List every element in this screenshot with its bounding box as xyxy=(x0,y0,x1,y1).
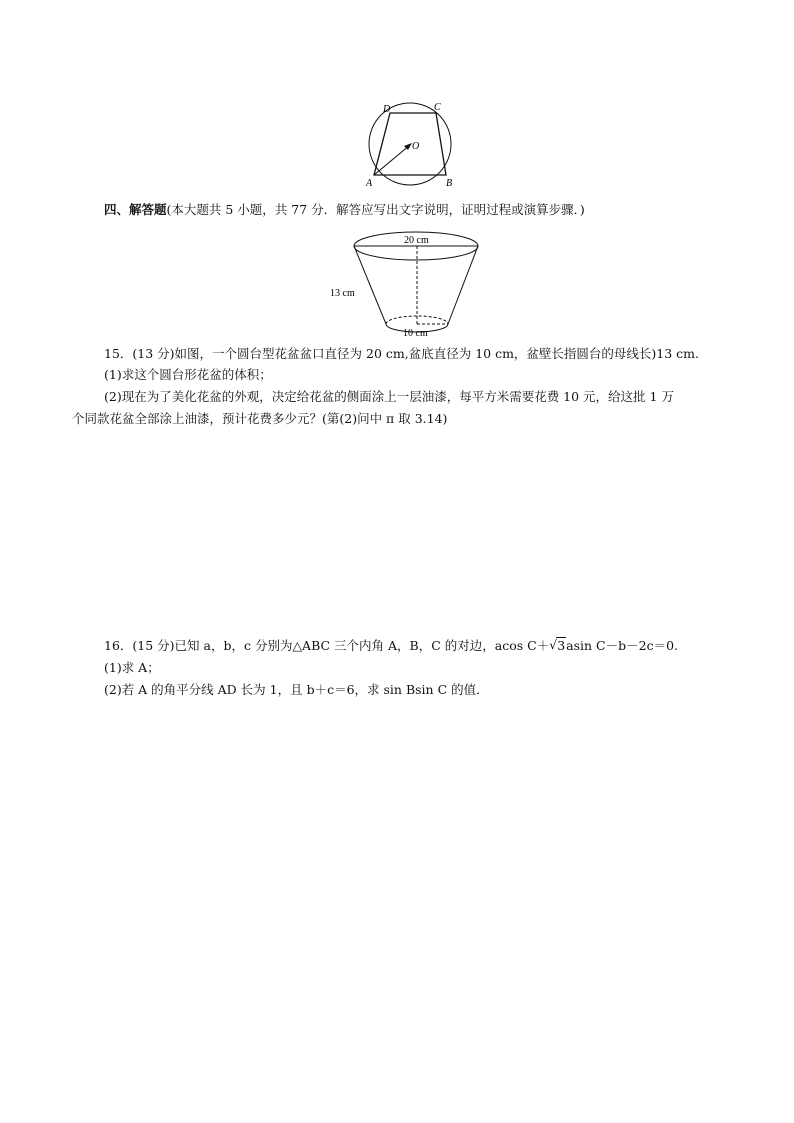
label-bottom-diameter: 10 cm xyxy=(403,328,428,339)
label-c: C xyxy=(434,102,441,113)
q15-part2-line1: (2)现在为了美化花盆的外观，决定给花盆的侧面涂上一层油漆，每平方米需要花费 10 元，给这批 1 万 xyxy=(104,389,674,404)
q16-stem-after: asin C－b－2c＝0. xyxy=(566,638,678,653)
section-title: 四、解答题 xyxy=(104,202,167,217)
q16-part1: (1)求 A； xyxy=(104,660,160,675)
q15-part2-line2: 个同款花盆全部涂上油漆，预计花费多少元？(第(2)问中 π 取 3.14) xyxy=(72,411,448,426)
radical-sign-icon: √ xyxy=(549,638,557,652)
label-o: O xyxy=(412,141,420,152)
label-a: A xyxy=(366,178,373,189)
q16-stem xyxy=(104,637,678,655)
circle-trapezoid-figure xyxy=(360,98,460,190)
label-top-diameter: 20 cm xyxy=(404,235,429,246)
q16-part2: (2)若 A 的角平分线 AD 长为 1，且 b＋c＝6，求 sin Bsin C 的值． xyxy=(104,682,489,697)
label-d: D xyxy=(383,104,391,115)
q15-part1: (1)求这个圆台形花盆的体积； xyxy=(104,367,272,382)
sqrt-argument: 3 xyxy=(557,638,566,653)
vector-ao xyxy=(374,145,410,175)
sqrt-expression xyxy=(549,637,566,655)
q15-stem: 15．(13 分)如图，一个圆台型花盆盆口直径为 20 cm,盆底直径为 10 cm，盆壁长指圆台的母线长)13 cm. xyxy=(104,346,700,361)
q16-stem-before: 16．(15 分)已知 a，b，c 分别为△ABC 三个内角 A，B，C 的对边，acos C＋ xyxy=(104,638,550,653)
frustum-figure xyxy=(330,227,490,339)
section-heading xyxy=(104,201,585,219)
label-slant: 13 cm xyxy=(330,288,355,299)
section-note: (本大题共 5 小题，共 77 分．解答应写出文字说明，证明过程或演算步骤．) xyxy=(166,202,585,217)
label-b: B xyxy=(446,178,453,189)
